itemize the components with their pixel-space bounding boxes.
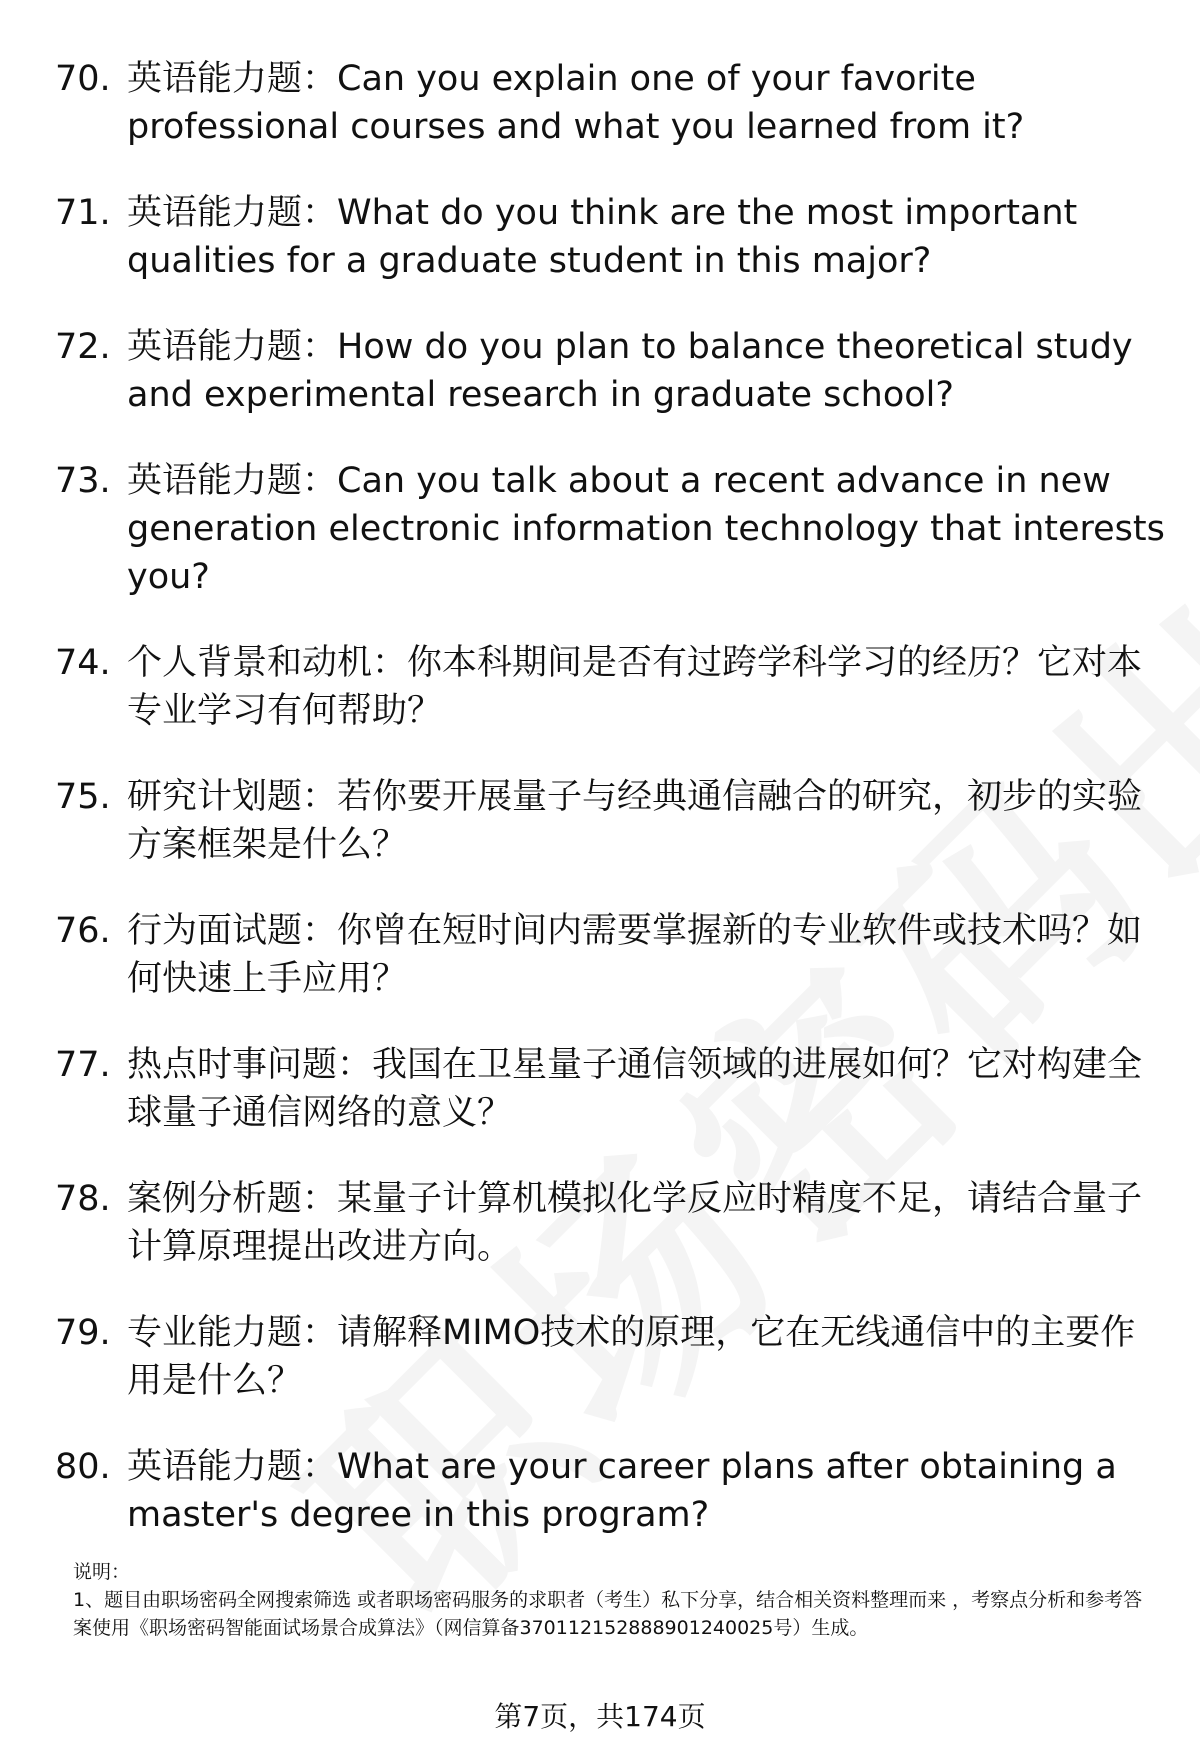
question-text: 英语能力题：What are your career plans after obtaining a master's degree in this program? [127,1447,1117,1535]
question-number: 73. [55,461,111,501]
question-text: 英语能力题：Can you explain one of your favorite professional courses and what you learned from it? [127,59,1025,147]
question-number: 71. [55,193,111,233]
question-text: 英语能力题：What do you think are the most important qualities for a graduate student in this major? [127,193,1078,281]
question-number: 72. [55,327,111,367]
question-item [55,907,1165,1003]
question-list [55,55,1165,1577]
question-item [55,457,1165,601]
question-text: 研究计划题：若你要开展量子与经典通信融合的研究，初步的实验方案框架是什么？ [127,777,1143,865]
question-number: 77. [55,1045,111,1085]
question-text: 行为面试题：你曾在短时间内需要掌握新的专业软件或技术吗？如何快速上手应用？ [127,911,1143,999]
question-text: 专业能力题：请解释MIMO技术的原理，它在无线通信中的主要作用是什么？ [127,1313,1136,1401]
question-text: 英语能力题：Can you talk about a recent advance in new generation electronic information technology that interests you? [127,461,1165,597]
question-text: 案例分析题：某量子计算机模拟化学反应时精度不足，请结合量子计算原理提出改进方向。 [127,1179,1143,1267]
page-indicator: 第7页，共174页 [494,1700,706,1733]
question-number: 75. [55,777,111,817]
notes-heading: 说明： [73,1561,131,1583]
notes-section [73,1558,1153,1642]
question-item [55,189,1165,285]
question-number: 80. [55,1447,111,1487]
question-number: 70. [55,59,111,99]
question-item [55,1309,1165,1405]
question-item [55,1041,1165,1137]
question-text: 个人背景和动机：你本科期间是否有过跨学科学习的经历？它对本专业学习有何帮助？ [127,643,1143,731]
question-number: 74. [55,643,111,683]
question-number: 79. [55,1313,111,1353]
notes-line: 1、题目由职场密码全网搜索筛选 或者职场密码服务的求职者（考生）私下分享，结合相关资料整理而来 ，考察点分析和参考答案使用《职场密码智能面试场景合成算法》（网信算备370112152888901240025号）生成。 [73,1589,1143,1639]
question-item [55,323,1165,419]
question-item [55,773,1165,869]
question-item [55,1443,1165,1539]
question-item [55,55,1165,151]
question-number: 78. [55,1179,111,1219]
question-item [55,1175,1165,1271]
question-number: 76. [55,911,111,951]
question-item [55,639,1165,735]
question-text: 热点时事问题：我国在卫星量子通信领域的进展如何？它对构建全球量子通信网络的意义？ [127,1045,1143,1133]
question-text: 英语能力题：How do you plan to balance theoretical study and experimental research in graduate school? [127,327,1133,415]
